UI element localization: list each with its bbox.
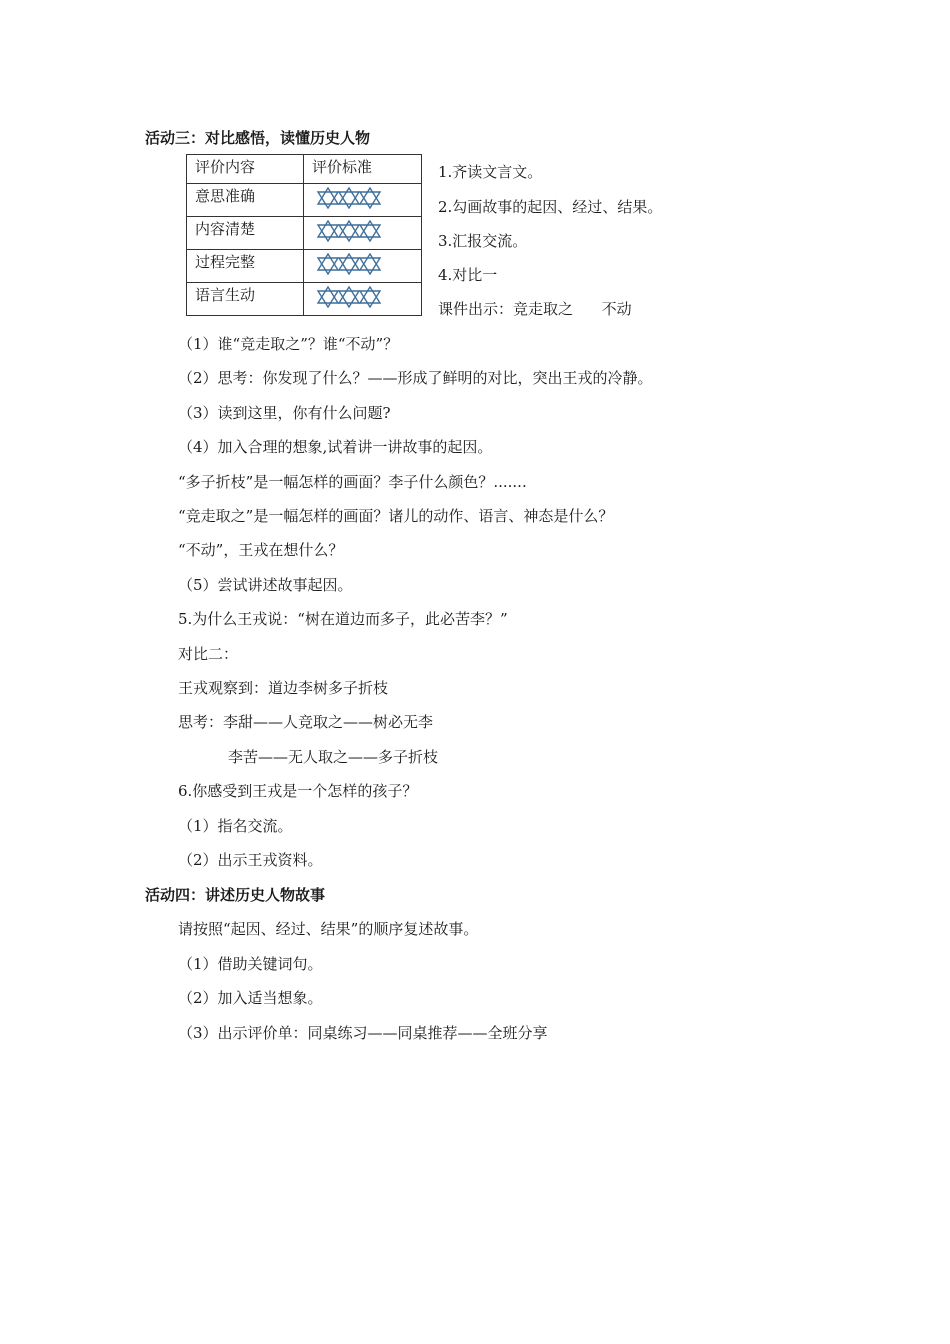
text-line: （4）加入合理的想象,试着讲一讲故事的起因。: [178, 438, 493, 456]
step-1: 1.齐读文言文。: [438, 163, 543, 181]
table-row: [187, 184, 422, 217]
text-line: （1）谁“竞走取之”？谁“不动”？: [178, 335, 399, 353]
activity3-heading: 活动三：对比感悟，读懂历史人物: [145, 129, 371, 147]
row-label: 内容清楚: [187, 217, 304, 250]
text-line: （2）思考：你发现了什么？——形成了鲜明的对比，突出王戎的冷静。: [178, 369, 653, 387]
star-icon: [358, 187, 382, 209]
row-label: 意思准确: [187, 184, 304, 217]
activity4-heading: 活动四：讲述历史人物故事: [145, 886, 326, 904]
text-line: 李苦——无人取之——多子折枝: [228, 748, 439, 766]
text-line: （2）加入适当想象。: [178, 989, 323, 1007]
table-row: [187, 217, 422, 250]
text-line: “多子折枝”是一幅怎样的画面？李子什么颜色？.......: [178, 473, 527, 491]
text-line: “不动”，王戎在想什么？: [178, 541, 344, 559]
text-line: 王戎观察到：道边李树多子折枝: [178, 679, 389, 697]
text-line: “竞走取之”是一幅怎样的画面？诸儿的动作、语言、神态是什么？: [178, 507, 614, 525]
star-rating: [312, 286, 382, 308]
row-label: 过程完整: [187, 250, 304, 283]
row-label: 语言生动: [187, 283, 304, 316]
courseware-line: 课件出示：竞走取之 不动: [438, 300, 632, 318]
star-rating: [312, 220, 382, 242]
table-row: [187, 283, 422, 316]
text-line: （2）出示王戎资料。: [178, 851, 323, 869]
evaluation-table: [186, 154, 422, 316]
star-icon: [358, 286, 382, 308]
text-line: 思考：李甜——人竞取之——树必无李: [178, 713, 434, 731]
text-line: （1）借助关键词句。: [178, 955, 323, 973]
text-line: 6.你感受到王戎是一个怎样的孩子？: [178, 782, 418, 800]
step-2: 2.勾画故事的起因、经过、结果。: [438, 198, 663, 216]
table-header-row: [187, 155, 422, 184]
text-line: （3）读到这里，你有什么问题?: [178, 404, 391, 422]
table-header-standard: 评价标准: [304, 155, 422, 184]
text-line: 对比二：: [178, 645, 239, 663]
text-line: （5）尝试讲述故事起因。: [178, 576, 353, 594]
text-line: （3）出示评价单：同桌练习——同桌推荐——全班分享: [178, 1024, 548, 1042]
table-row: [187, 250, 422, 283]
text-line: 5.为什么王戎说：“树在道边而多子，此必苦李？”: [178, 610, 508, 628]
text-line: （1）指名交流。: [178, 817, 293, 835]
star-icon: [358, 220, 382, 242]
step-3: 3.汇报交流。: [438, 232, 528, 250]
text-line: 请按照“起因、经过、结果”的顺序复述故事。: [178, 920, 479, 938]
table-header-content: 评价内容: [187, 155, 304, 184]
star-rating: [312, 187, 382, 209]
step-4: 4.对比一: [438, 266, 498, 284]
star-rating: [312, 253, 382, 275]
star-icon: [358, 253, 382, 275]
